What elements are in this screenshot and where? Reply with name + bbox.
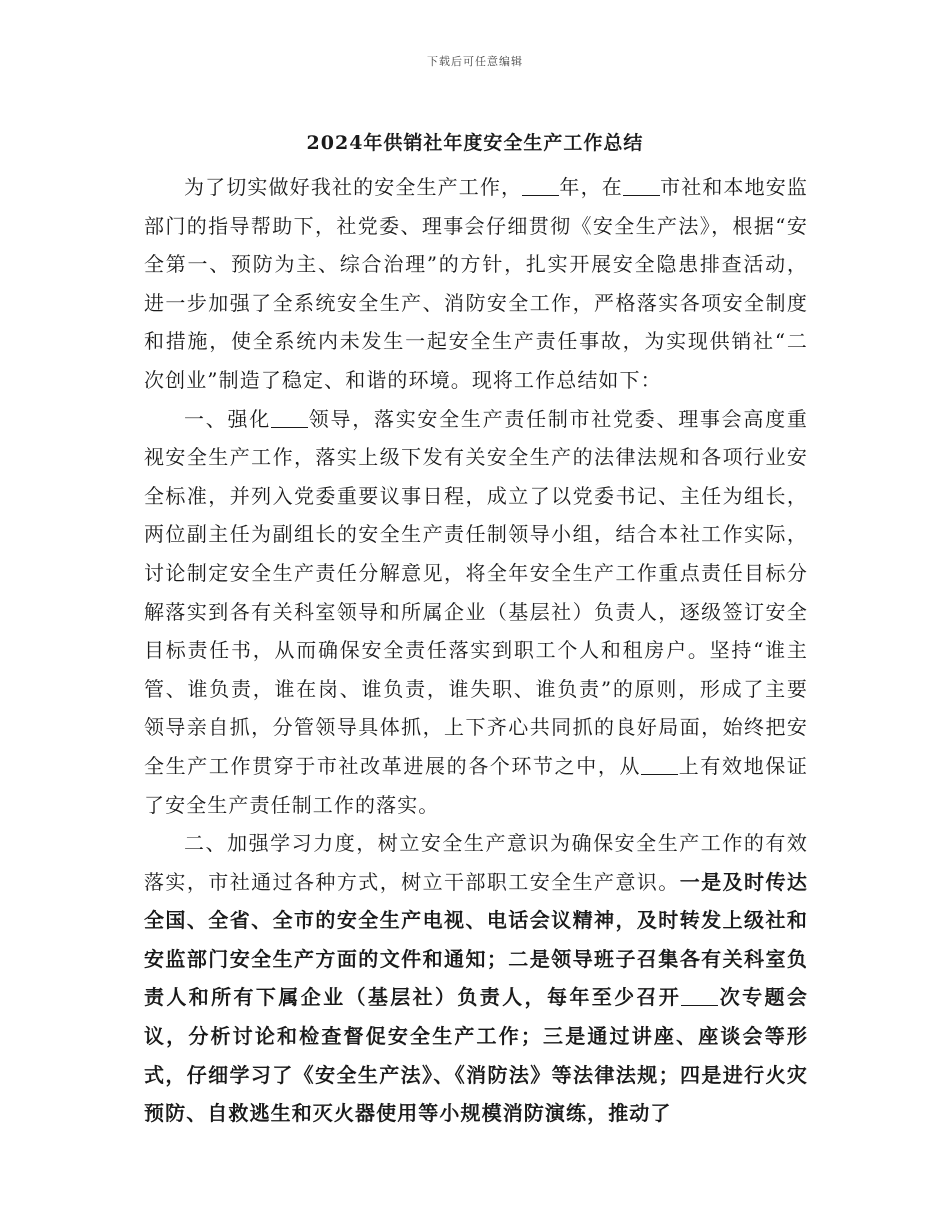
text-run: 二、加强学习力度，树立安全生产意识为确保安全生产工作的有效落实，市社通过各种方式，树立干部职工安全生产意识。 (144, 831, 808, 894)
fill-in-blank (271, 407, 308, 428)
fill-in-blank (681, 985, 718, 1006)
header-note: 下载后可任意编辑 (427, 55, 523, 68)
page-title: 2024年供销社年度安全生产工作总结 (306, 132, 644, 154)
fill-in-blank (641, 754, 678, 775)
text-run: 市社和本地安监部门的指导帮助下，社党委、理事会仔细贯彻《安全生产法》，根据“安全第一、预防为主、综合治理”的方针，扎实开展安全隐患排查活动，进一步加强了全系统安全生产、消防安全工作，严格落实各项安全制度和措施，使全系统内未发生一起安全生产责任事故，为实现供销社“二次创业”制造了稳定、和谐的环境。现将工作总结如下： (144, 175, 808, 392)
paragraph-intro (144, 168, 808, 400)
text-run: 次专题会议，分析讨论和检查督促安全生产工作；三是通过讲座、座谈会等形式，仔细学习了《安全生产法》、《消防法》等法律法规；四是进行火灾预防、自救逃生和灭火器使用等小规模消防演练，推动了 (144, 985, 808, 1126)
text-run: 一是及时传达全国、全省、全市的安全生产电视、电话会议精神，及时转发上级社和安监部门安全生产方面的文件和通知；二是领导班子召集各有关科室负责人和所有下属企业（基层社）负责人，每年至少召开 (144, 869, 808, 1010)
text-run: 一、强化 (184, 406, 271, 431)
text-run: 领导，落实安全生产责任制市社党委、理事会高度重视安全生产工作，落实上级下发有关安全生产的法律法规和各项行业安全标准，并列入党委重要议事日程，成立了以党委书记、主任为组长，两位副主任为副组长的安全生产责任制领导小组，结合本社工作实际，讨论制定安全生产责任分解意见，将全年安全生产工作重点责任目标分解落实到各有关科室领导和所属企业（基层社）负责人，逐级签订安全目标责任书，从而确保安全责任落实到职工个人和租房户。坚持“谁主管、谁负责，谁在岗、谁负责，谁失职、谁负责”的原则，形成了主要领导亲自抓，分管领导具体抓，上下齐心共同抓的良好局面，始终把安全生产工作贯穿于市社改革进展的各个环节之中，从 (144, 406, 808, 778)
text-run: 为了切实做好我社的安全生产工作， (184, 175, 523, 199)
paragraph-section-2 (144, 824, 808, 1133)
paragraph-section-1 (144, 400, 808, 825)
document-body (144, 168, 808, 1133)
text-run: 上有效地保证了安全生产责任制工作的落实。 (144, 753, 808, 817)
fill-in-blank (623, 175, 660, 196)
fill-in-blank (522, 175, 559, 196)
text-run: 年，在 (559, 175, 623, 199)
